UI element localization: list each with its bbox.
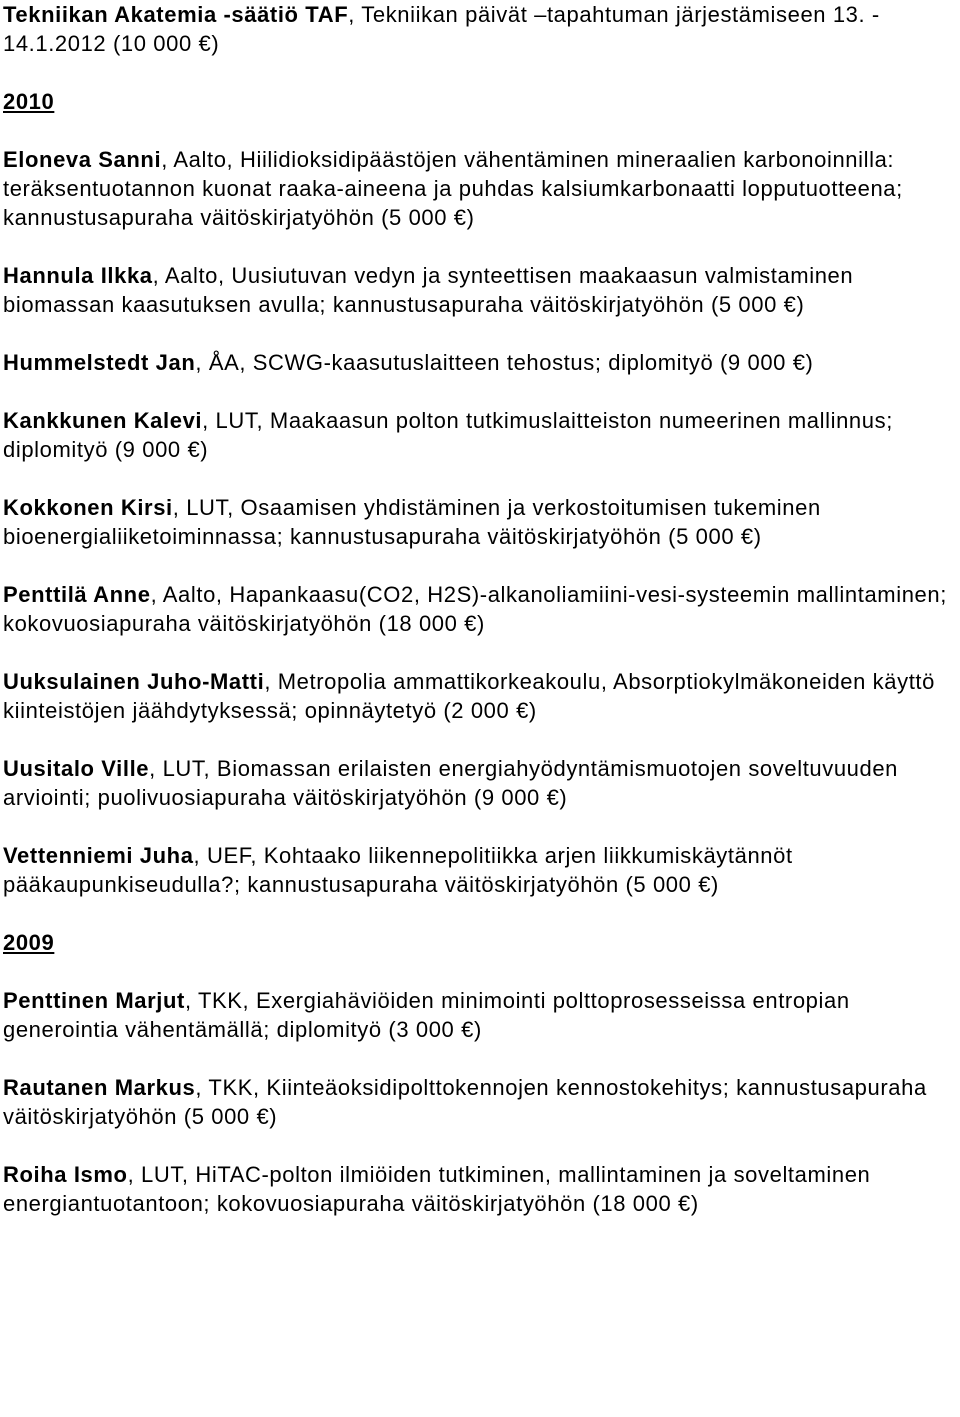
grant-description: , ÅA, SCWG-kaasutuslaitteen tehostus; diplomityö (9 000 €)	[195, 350, 814, 375]
intro-organization: Tekniikan Akatemia -säätiö TAF	[3, 2, 349, 27]
grant-entry	[3, 261, 960, 319]
year-heading: 2009	[3, 930, 55, 955]
recipient-name: Kokkonen Kirsi	[3, 495, 173, 520]
intro-text: , Tekniikan päivät –tapahtuman järjestämiseen 13. - 14.1.2012 (10 000 €)	[3, 2, 880, 56]
grant-entry	[3, 667, 960, 725]
recipient-name: Roiha Ismo	[3, 1162, 128, 1187]
grant-description: , LUT, Maakaasun polton tutkimuslaitteiston numeerinen mallinnus; diplomityö (9 000 €)	[3, 408, 893, 462]
grant-entry	[3, 1160, 960, 1218]
recipient-name: Penttilä Anne	[3, 582, 151, 607]
grant-sections	[3, 87, 960, 1218]
recipient-name: Vettenniemi Juha	[3, 843, 194, 868]
recipient-name: Uuksulainen Juho-Matti	[3, 669, 265, 694]
grant-description: , Aalto, Hiilidioksidipäästöjen vähentäminen mineraalien karbonoinnilla: teräksentuotannon kuonat raaka-aineena ja puhdas kalsiumkarbonaatti lopputuotteena; kannustusapuraha väitöskirjatyöhön (5 000 €)	[3, 147, 903, 230]
grant-entry	[3, 580, 960, 638]
recipient-name: Hannula Ilkka	[3, 263, 153, 288]
intro-paragraph	[3, 0, 960, 58]
recipient-name: Eloneva Sanni	[3, 147, 162, 172]
grant-entry	[3, 1073, 960, 1131]
grant-description: , TKK, Exergiahäviöiden minimointi polttoprosesseissa entropian generointia vähentämällä; diplomityö (3 000 €)	[3, 988, 850, 1042]
recipient-name: Kankkunen Kalevi	[3, 408, 203, 433]
year-section	[3, 928, 960, 1218]
grant-description: , UEF, Kohtaako liikennepolitiikka arjen liikkumiskäytännöt pääkaupunkiseudulla?; kannustusapuraha väitöskirjatyöhön (5 000 €)	[3, 843, 793, 897]
grant-description: , Metropolia ammattikorkeakoulu, Absorptiokylmäkoneiden käyttö kiinteistöjen jäähdytyksessä; opinnäytetyö (2 000 €)	[3, 669, 935, 723]
grant-description: , TKK, Kiinteäoksidipolttokennojen kennostokehitys; kannustusapuraha väitöskirjatyöhön (5 000 €)	[3, 1075, 927, 1129]
year-section	[3, 87, 960, 899]
year-heading: 2010	[3, 89, 55, 114]
grant-description: , LUT, HiTAC-polton ilmiöiden tutkiminen, mallintaminen ja soveltaminen energiantuotantoon; kokovuosiapuraha väitöskirjatyöhön (18 000 €)	[3, 1162, 871, 1216]
grant-entry	[3, 841, 960, 899]
grant-entry	[3, 754, 960, 812]
recipient-name: Uusitalo Ville	[3, 756, 150, 781]
grant-description: , LUT, Osaamisen yhdistäminen ja verkostoitumisen tukeminen bioenergialiiketoiminnassa; kannustusapuraha väitöskirjatyöhön (5 000 €)	[3, 495, 821, 549]
recipient-name: Penttinen Marjut	[3, 988, 185, 1013]
grant-entry	[3, 406, 960, 464]
recipient-name: Hummelstedt Jan	[3, 350, 196, 375]
recipient-name: Rautanen Markus	[3, 1075, 196, 1100]
grant-description: , LUT, Biomassan erilaisten energiahyödyntämismuotojen soveltuvuuden arviointi; puolivuosiapuraha väitöskirjatyöhön (9 000 €)	[3, 756, 899, 810]
grant-entry	[3, 986, 960, 1044]
grant-entry	[3, 145, 960, 232]
grant-entry	[3, 348, 960, 377]
grant-description: , Aalto, Uusiutuvan vedyn ja synteettisen maakaasun valmistaminen biomassan kaasutuksen avulla; kannustusapuraha väitöskirjatyöhön (5 000 €)	[3, 263, 854, 317]
grant-entry	[3, 493, 960, 551]
grant-description: , Aalto, Hapankaasu(CO2, H2S)-alkanoliamiini-vesi-systeemin mallintaminen; kokovuosiapuraha väitöskirjatyöhön (18 000 €)	[3, 582, 947, 636]
